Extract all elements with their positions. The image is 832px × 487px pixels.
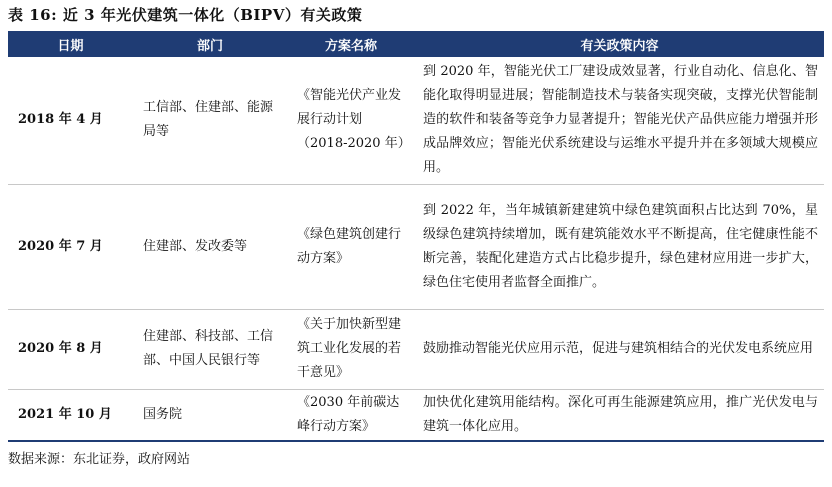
column-header-date: 日期 [8, 31, 133, 57]
table-title: 表 16: 近 3 年光伏建筑一体化（BIPV）有关政策 [8, 6, 363, 24]
cell-date: 2020 年 7 月 [8, 184, 133, 309]
data-source-note: 数据来源：东北证券，政府网站 [8, 452, 191, 467]
cell-policy-content: 鼓励推动智能光伏应用示范，促进与建筑相结合的光伏发电系统应用 [415, 309, 824, 389]
table-row [8, 309, 824, 389]
cell-plan-name: 《关于加快新型建筑工业化发展的若干意见》 [287, 309, 415, 389]
column-header-plan-name: 方案名称 [287, 31, 415, 57]
table-header-row [8, 31, 824, 57]
column-header-department: 部门 [133, 31, 287, 57]
cell-plan-name: 《绿色建筑创建行动方案》 [287, 184, 415, 309]
cell-policy-content: 加快优化建筑用能结构。深化可再生能源建筑应用，推广光伏发电与建筑一体化应用。 [415, 389, 824, 441]
cell-plan-name: 《2030 年前碳达峰行动方案》 [287, 389, 415, 441]
cell-department: 工信部、住建部、能源局等 [133, 57, 287, 184]
policy-table [8, 31, 824, 442]
cell-policy-content: 到 2020 年，智能光伏工厂建设成效显著，行业自动化、信息化、智能化取得明显进展；智能制造技术与装备实现突破，支撑光伏智能制造的软件和装备等竞争力显著提升；智能光伏产品供应能力增强并形成品牌效应；智能光伏系统建设与运维水平提升并在多领域大规模应用。 [415, 57, 824, 184]
table-row [8, 389, 824, 441]
table-row [8, 184, 824, 309]
cell-department: 住建部、发改委等 [133, 184, 287, 309]
cell-department: 国务院 [133, 389, 287, 441]
cell-date: 2021 年 10 月 [8, 389, 133, 441]
column-header-policy-content: 有关政策内容 [415, 31, 824, 57]
cell-policy-content: 到 2022 年，当年城镇新建建筑中绿色建筑面积占比达到 70%，星级绿色建筑持续增加，既有建筑能效水平不断提高，住宅健康性能不断完善，装配化建造方式占比稳步提升，绿色建材应用进一步扩大，绿色住宅使用者监督全面推广。 [415, 184, 824, 309]
cell-date: 2020 年 8 月 [8, 309, 133, 389]
cell-date: 2018 年 4 月 [8, 57, 133, 184]
table-row [8, 57, 824, 184]
cell-department: 住建部、科技部、工信部、中国人民银行等 [133, 309, 287, 389]
cell-plan-name: 《智能光伏产业发展行动计划（2018-2020 年） [287, 57, 415, 184]
